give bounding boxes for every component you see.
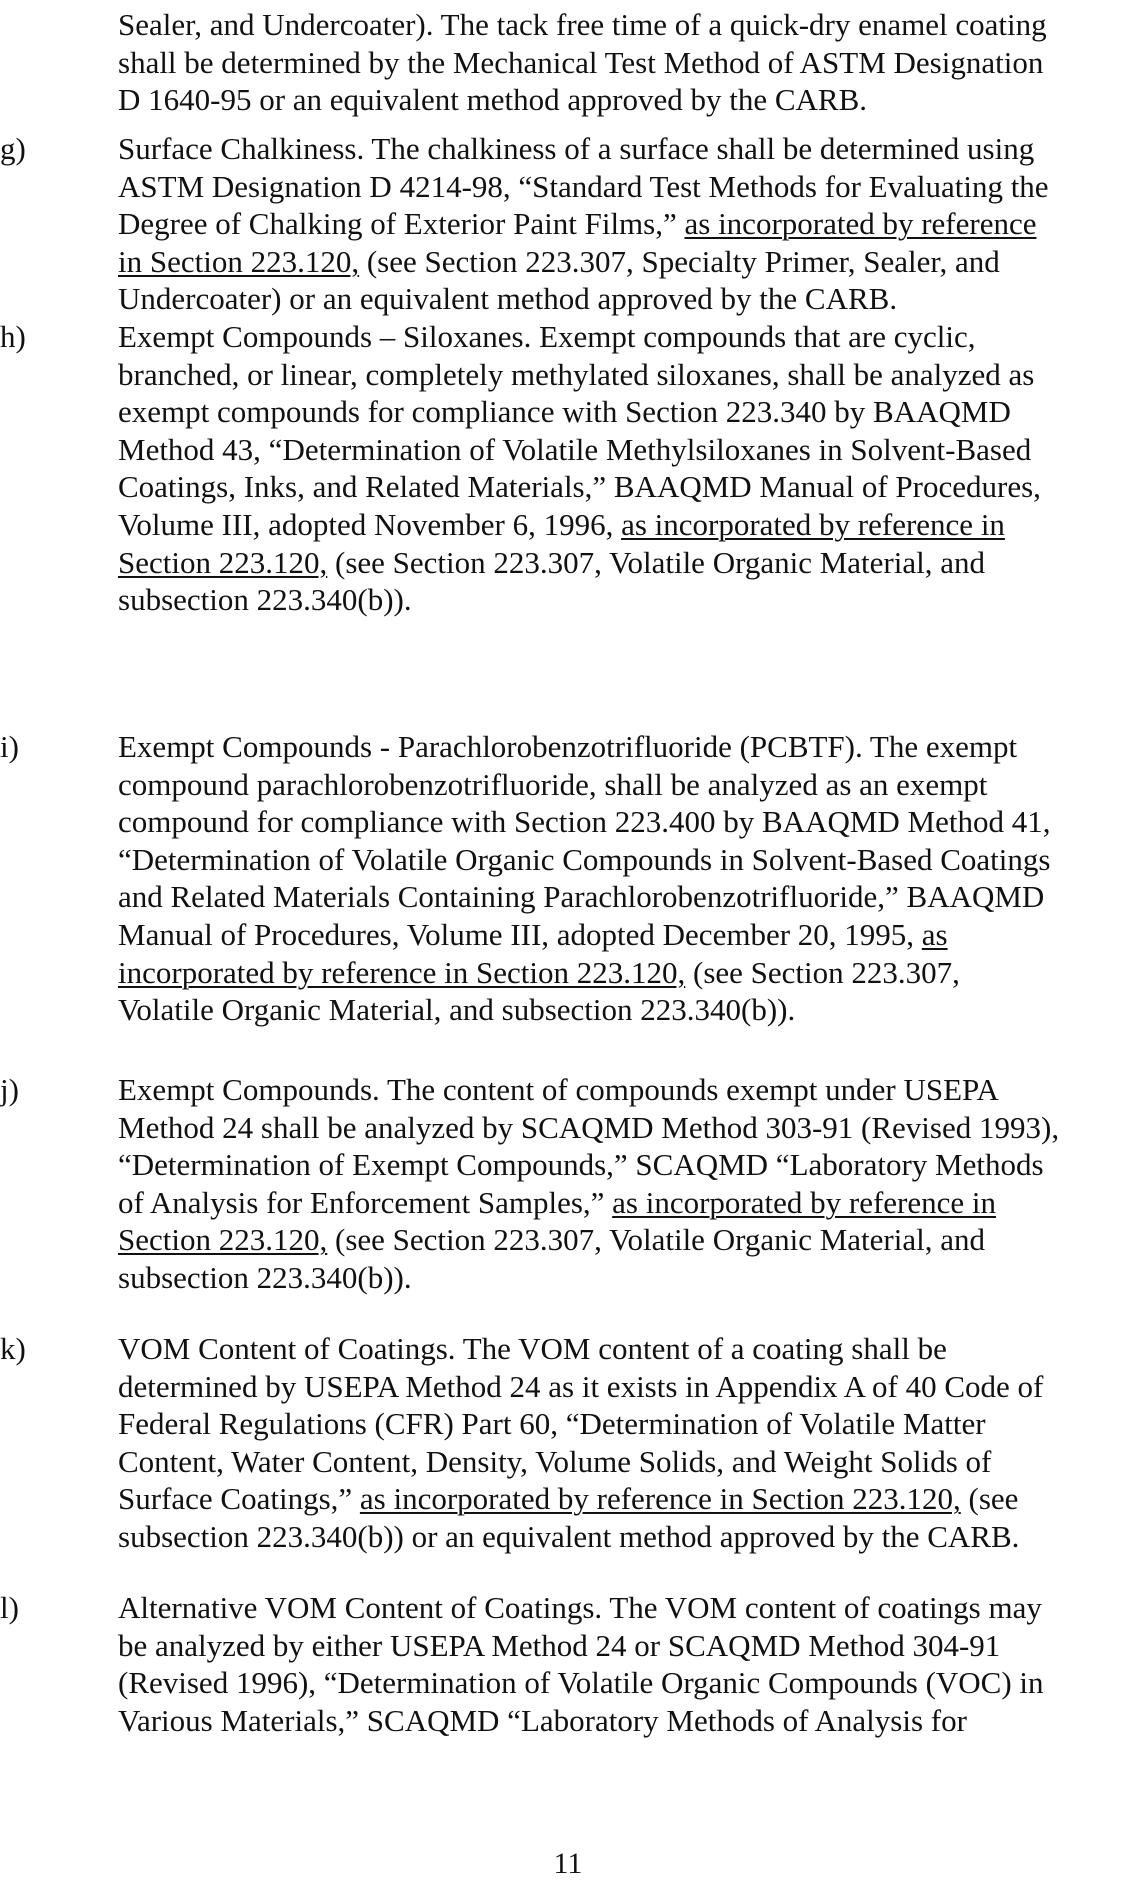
subsection-marker: h) <box>0 319 26 354</box>
paragraph-line: Surface Chalkiness. The chalkiness of a surface shall be determined using <box>118 131 1035 166</box>
paragraph-line: Section 223.120, (see Section 223.307, Volatile Organic Material, and <box>118 544 985 580</box>
paragraph-line: VOM Content of Coatings. The VOM content of a coating shall be <box>118 1331 947 1366</box>
paragraph-line: subsection 223.340(b)) or an equivalent method approved by the CARB. <box>118 1518 1020 1554</box>
paragraph-line: exempt compounds for compliance with Section 223.340 by BAAQMD <box>118 394 1011 430</box>
paragraph-line: D 1640-95 or an equivalent method approved by the CARB. <box>118 82 868 118</box>
paragraph-line: compound for compliance with Section 223.400 by BAAQMD Method 41, <box>118 804 1051 840</box>
paragraph-line: in Section 223.120, (see Section 223.307, Specialty Primer, Sealer, and <box>118 243 1000 279</box>
paragraph-line: Exempt Compounds – Siloxanes. Exempt compounds that are cyclic, <box>118 319 976 354</box>
incorporation-reference: incorporated by reference in Section 223.120, <box>118 954 686 990</box>
paragraph-line: (Revised 1996), “Determination of Volatile Organic Compounds (VOC) in <box>118 1665 1044 1701</box>
paragraph-line: Exempt Compounds - Parachlorobenzotrifluoride (PCBTF). The exempt <box>118 729 1018 764</box>
paragraph-line: Method 24 shall be analyzed by SCAQMD Method 303-91 (Revised 1993), <box>118 1109 1060 1145</box>
paragraph-line: subsection 223.340(b)). <box>118 1259 412 1295</box>
paragraph-line: Coatings, Inks, and Related Materials,” BAAQMD Manual of Procedures, <box>118 469 1041 505</box>
paragraph-line: be analyzed by either USEPA Method 24 or SCAQMD Method 304-91 <box>118 1627 1001 1663</box>
subsection-marker: g) <box>0 131 26 166</box>
incorporation-reference: Section 223.120, <box>118 1222 328 1258</box>
paragraph-line: compound parachlorobenzotrifluoride, shall be analyzed as an exempt <box>118 766 988 802</box>
paragraph-line: Manual of Procedures, Volume III, adopted December 20, 1995, as <box>118 916 948 952</box>
paragraph-line: branched, or linear, completely methylated siloxanes, shall be analyzed as <box>118 356 1035 392</box>
incorporation-reference: as incorporated by reference in <box>621 506 1005 542</box>
incorporation-reference: as incorporated by reference in <box>612 1184 997 1220</box>
subsection-marker: j) <box>0 1072 19 1107</box>
subsection-marker: k) <box>0 1331 26 1366</box>
paragraph-line: Degree of Chalking of Exterior Paint Films,” as incorporated by reference <box>118 206 1037 242</box>
subsection-k <box>0 1330 1128 1556</box>
subsection-g <box>0 130 1128 318</box>
paragraph-line: Content, Water Content, Density, Volume Solids, and Weight Solids of <box>118 1443 992 1479</box>
subsection-marker: l) <box>0 1590 19 1625</box>
paragraph-line: incorporated by reference in Section 223.120, (see Section 223.307, <box>118 954 960 990</box>
paragraph-line: “Determination of Exempt Compounds,” SCAQMD “Laboratory Methods <box>118 1147 1044 1183</box>
paragraph-line: Alternative VOM Content of Coatings. The VOM content of coatings may <box>118 1590 1042 1625</box>
page-number: 11 <box>553 1847 583 1880</box>
subsection-i <box>0 728 1128 1029</box>
paragraph-line: Surface Coatings,” as incorporated by reference in Section 223.120, (see <box>118 1481 1019 1517</box>
paragraph-line: shall be determined by the Mechanical Test Method of ASTM Designation <box>118 44 1044 80</box>
paragraph-line: Undercoater) or an equivalent method approved by the CARB. <box>118 281 898 317</box>
paragraph-line: Various Materials,” SCAQMD “Laboratory Methods of Analysis for <box>118 1702 967 1738</box>
paragraph-line: Exempt Compounds. The content of compounds exempt under USEPA <box>118 1072 999 1107</box>
paragraph-line: Section 223.120, (see Section 223.307, Volatile Organic Material, and <box>118 1222 985 1258</box>
paragraph-line: subsection 223.340(b)). <box>118 582 412 618</box>
paragraph-line: determined by USEPA Method 24 as it exists in Appendix A of 40 Code of <box>118 1368 1044 1404</box>
paragraph-line: and Related Materials Containing Parachlorobenzotrifluoride,” BAAQMD <box>118 879 1045 915</box>
paragraph-line: Sealer, and Undercoater). The tack free time of a quick-dry enamel coating <box>118 7 1047 42</box>
subsection-h <box>0 318 1128 619</box>
paragraph-line: of Analysis for Enforcement Samples,” as incorporated by reference in <box>118 1184 997 1220</box>
incorporation-reference: in Section 223.120, <box>118 243 360 279</box>
continuation-paragraph <box>118 6 1128 119</box>
paragraph-line: ASTM Designation D 4214-98, “Standard Test Methods for Evaluating the <box>118 168 1049 204</box>
paragraph-line: Volume III, adopted November 6, 1996, as incorporated by reference in <box>118 506 1005 542</box>
incorporation-reference: Section 223.120, <box>118 544 328 580</box>
paragraph-line: Method 43, “Determination of Volatile Methylsiloxanes in Solvent-Based <box>118 431 1032 467</box>
paragraph-line: Volatile Organic Material, and subsection 223.340(b)). <box>118 992 796 1028</box>
subsection-l <box>0 1589 1128 1739</box>
paragraph-line: “Determination of Volatile Organic Compounds in Solvent-Based Coatings <box>118 841 1051 877</box>
subsection-j <box>0 1071 1128 1297</box>
incorporation-reference: as <box>921 916 948 952</box>
incorporation-reference: as incorporated by reference in Section 223.120, <box>359 1481 961 1517</box>
incorporation-reference: as incorporated by reference <box>684 206 1037 242</box>
subsection-marker: i) <box>0 729 19 764</box>
paragraph-line: Federal Regulations (CFR) Part 60, “Determination of Volatile Matter <box>118 1406 986 1442</box>
